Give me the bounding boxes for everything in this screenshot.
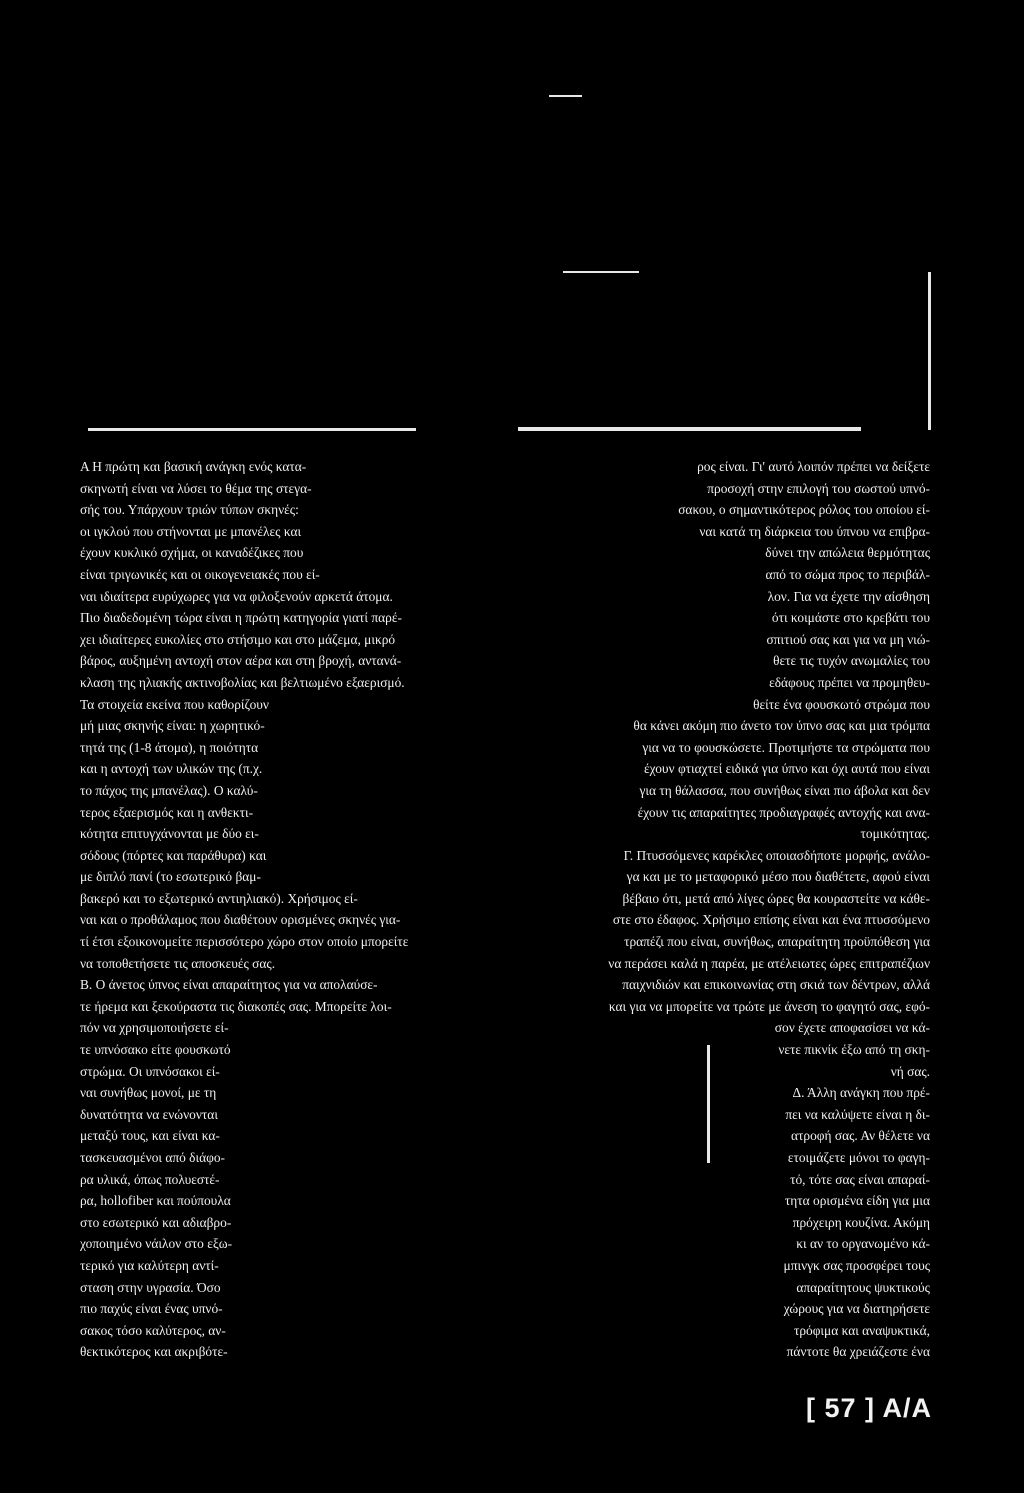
text-line: τασκευασμένοι από διάφο-	[80, 1150, 225, 1165]
text-line: βάρος, αυξημένη αντοχή στον αέρα και στη βροχή, αντανά-	[80, 653, 402, 669]
right-header-rule	[518, 427, 861, 431]
text-line: νετε πικνίκ έξω από τη σκη-	[778, 1042, 930, 1058]
text-line: τε ήρεμα και ξεκούραστα τις διακοπές σας. Μπορείτε λοι-	[80, 998, 392, 1014]
text-line: Δ. Άλλη ανάγκη που πρέ-	[792, 1085, 930, 1101]
text-line: ετοιμάζετε μόνοι το φαγη-	[787, 1150, 930, 1165]
text-line: τε υπνόσακο είτε φουσκωτό	[80, 1042, 231, 1058]
text-line: χώρους για να διατηρήσετε	[783, 1301, 930, 1317]
text-line: τερος εξαερισμός και η ανθεκτι-	[80, 804, 254, 820]
text-line: πει να καλύψετε είναι η δι-	[785, 1106, 930, 1122]
text-line: θείτε ένα φουσκωτό στρώμα που	[753, 696, 930, 712]
text-line: σταση στην υγρασία. Όσο	[80, 1279, 221, 1295]
upper-short-rule	[563, 271, 639, 273]
text-line: Πιο διαδεδομένη τώρα είναι η πρώτη κατηγορία γιατί παρέ-	[80, 610, 402, 626]
text-line: τητά της (1-8 άτομα), η ποιότητα	[80, 739, 259, 755]
text-line: γα και με το μεταφορικό μέσο που διαθέτετε, αφού είναι	[626, 869, 930, 885]
text-line: σπιτιού σας και για να μη νιώ-	[766, 631, 930, 647]
left-header-rule	[88, 428, 416, 431]
text-line: Β. Ο άνετος ύπνος είναι απαραίτητος για να απολαύσε-	[80, 977, 378, 993]
text-line: παιχνιδιών και επικοινωνίας στη σκιά των δέντρων, αλλά	[622, 977, 930, 993]
text-line: απαραίτητους ψυκτικούς	[796, 1279, 930, 1295]
text-line: να περάσει καλά η παρέα, με ατέλειωτες ώρες επιτραπέζιων	[608, 955, 930, 971]
text-line: έχουν κυκλικό σχήμα, οι καναδέζικες που	[80, 545, 304, 561]
page-number: [ 57 ] Α/Α	[805, 1393, 932, 1423]
text-line: σής του. Υπάρχουν τριών τύπων σκηνές:	[80, 502, 299, 518]
text-line: ρα, hollofiber και πούπουλα	[80, 1193, 231, 1209]
text-line: Τα στοιχεία εκείνα που καθορίζουν	[80, 696, 269, 712]
text-line: ναι και ο προθάλαμος που διαθέτουν ορισμένες σκηνές για-	[80, 912, 401, 928]
text-line: στε στο έδαφος. Χρήσιμο επίσης είναι και ένα πτυσσόμενο	[612, 912, 930, 928]
text-line: σακος τόσο καλύτερος, αν-	[80, 1322, 226, 1338]
text-line: ότι κοιμάστε στο κρεβάτι του	[771, 610, 930, 626]
text-line: από το σώμα προς το περιβάλ-	[765, 566, 930, 582]
text-line: ναι ιδιαίτερα ευρύχωρες για να φιλοξενούν αρκετά άτομα.	[80, 588, 393, 604]
text-line: μπινγκ σας προσφέρει τους	[783, 1257, 930, 1273]
right-text-column	[520, 456, 930, 1363]
text-line: κι αν το οργανωμένο κά-	[796, 1236, 930, 1252]
text-line: λον. Για να έχετε την αίσθηση	[767, 588, 930, 604]
text-line: ρα υλικά, όπως πολυεστέ-	[80, 1171, 220, 1187]
text-line: πάντοτε θα χρειάζεστε ένα	[786, 1344, 930, 1360]
left-text-column	[80, 456, 520, 1363]
text-line: τό, τότε σας είναι απαραί-	[790, 1171, 930, 1187]
text-line: πιο παχύς είναι ένας υπνό-	[80, 1301, 223, 1317]
text-line: στο εσωτερικό και αδιαβρο-	[80, 1214, 232, 1230]
text-line: νή σας.	[890, 1063, 930, 1079]
text-line: εδάφους πρέπει να προμηθευ-	[769, 674, 930, 690]
text-line: ναι κατά τη διάρκεια του ύπνου να επιβρα-	[699, 523, 930, 539]
text-line: τραπέζι που είναι, συνήθως, απαραίτητη προϋπόθεση για	[624, 934, 930, 950]
text-line: είναι τριγωνικές και οι οικογενειακές που εί-	[80, 566, 320, 582]
text-line: τί έτσι εξοικονομείτε περισσότερο χώρο στον οποίο μπορείτε	[80, 934, 409, 950]
text-line: ατροφή σας. Αν θέλετε να	[791, 1128, 930, 1144]
text-line: πρόχειρη κουζίνα. Ακόμη	[792, 1214, 930, 1230]
text-line: κότητα επιτυγχάνονται με δύο ει-	[80, 826, 259, 842]
text-line: να τοποθετήσετε τις αποσκευές σας.	[80, 955, 276, 971]
text-line: και η αντοχή των υλικών της (π.χ.	[80, 761, 263, 777]
text-line: σον έχετε αποφασίσει να κά-	[774, 1020, 930, 1036]
text-line: θεκτικότερος και ακριβότε-	[80, 1344, 228, 1360]
text-line: πόν να χρησιμοποιήσετε εί-	[80, 1020, 229, 1036]
text-line: δυνατότητα να ενώνονται	[80, 1106, 218, 1122]
text-line: και για να μπορείτε να τρώτε με άνεση το φαγητό σας, εφό-	[608, 998, 930, 1014]
text-line: βέβαιο ότι, μετά από λίγες ώρες θα κουραστείτε να κάθε-	[622, 890, 930, 906]
text-line: σκηνωτή είναι να λύσει το θέμα της στεγα-	[80, 480, 312, 496]
text-line: για τη θάλασσα, που συνήθως είναι πιο άβολα και δεν	[639, 782, 930, 798]
text-line: κλαση της ηλιακής ακτινοβολίας και βελτιωμένο εξαερισμό.	[80, 674, 405, 690]
text-line: τερικό για καλύτερη αντί-	[80, 1257, 219, 1273]
text-line: τητα ορισμένα είδη για μια	[784, 1193, 930, 1209]
text-line: τρόφιμα και αναψυκτικά,	[793, 1322, 930, 1338]
right-vertical-rule	[928, 272, 931, 430]
text-line: ρος είναι. Γι' αυτό λοιπόν πρέπει να δείξετε	[697, 459, 930, 474]
text-line: οι ιγκλού που στήνονται με μπανέλες και	[80, 523, 302, 539]
text-line: το πάχος της μπανέλας). Ο καλύ-	[80, 782, 258, 798]
text-line: Α Η πρώτη και βασική ανάγκη ενός κατα-	[80, 459, 307, 474]
text-line: με διπλό πανί (το εσωτερικό βαμ-	[80, 869, 261, 885]
text-line: θα κάνει ακόμη πιο άνετο τον ύπνο σας και μια τρόμπα	[633, 718, 930, 734]
text-line: ναι συνήθως μονοί, με τη	[80, 1085, 217, 1101]
text-line: προσοχή στην επιλογή του σωστού υπνό-	[707, 480, 930, 496]
text-line: βακερό και το εξωτερικό αντιηλιακό). Χρήσιμος εί-	[80, 890, 358, 906]
text-line: σακου, ο σημαντικότερος ρόλος του οποίου εί-	[678, 502, 930, 518]
text-line: θετε τις τυχόν ανωμαλίες του	[773, 653, 930, 669]
text-line: δύνει την απώλεια θερμότητας	[765, 545, 930, 561]
text-line: σόδους (πόρτες και παράθυρα) και	[80, 847, 267, 863]
text-line: χοποιημένο νάιλον στο εξω-	[80, 1236, 233, 1252]
text-line: έχουν τις απαραίτητες προδιαγραφές αντοχής και ανα-	[637, 804, 930, 820]
text-line: Γ. Πτυσσόμενες καρέκλες οποιασδήποτε μορφής, ανάλο-	[623, 847, 930, 863]
text-line: μεταξύ τους, και είναι κα-	[80, 1128, 220, 1144]
text-line: στρώμα. Οι υπνόσακοι εί-	[80, 1063, 220, 1079]
top-short-rule	[549, 95, 582, 97]
text-line: έχουν φτιαχτεί ειδικά για ύπνο και όχι αυτά που είναι	[643, 761, 930, 777]
text-line: τομικότητας.	[860, 826, 930, 842]
text-line: μή μιας σκηνής είναι: η χωρητικό-	[80, 718, 265, 734]
text-line: για να το φουσκώσετε. Προτιμήστε τα στρώματα που	[642, 739, 930, 755]
text-line: χει ιδιαίτερες ευκολίες στο στήσιμο και στο μάζεμα, μικρό	[80, 631, 396, 647]
